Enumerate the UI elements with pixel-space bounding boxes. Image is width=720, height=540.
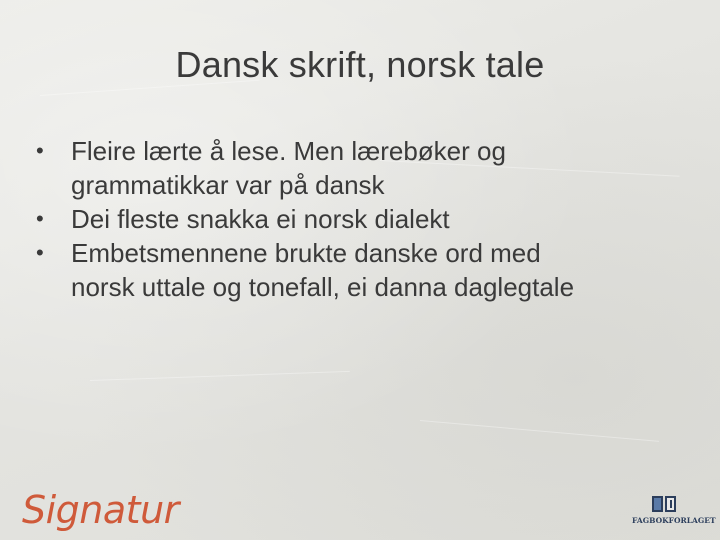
bullet-line: Embetsmennene brukte danske ord med [71, 238, 541, 268]
bullet-line: Dei fleste snakka ei norsk dialekt [71, 204, 450, 234]
background-texture [90, 371, 350, 381]
bullet-item [36, 134, 676, 202]
background-texture [420, 420, 659, 442]
fagbokforlaget-logo [632, 494, 716, 532]
signatur-logo: Signatur [22, 488, 179, 532]
bullet-dot: • [36, 206, 44, 231]
bullet-dot: • [36, 240, 44, 265]
publisher-name: FAGBOKFORLAGET [632, 516, 716, 525]
bullet-item [36, 236, 676, 304]
bullet-list [36, 134, 676, 304]
bullet-dot: • [36, 138, 44, 163]
slide-title: Dansk skrift, norsk tale [175, 44, 545, 85]
bullet-line: Fleire lærte å lese. Men lærebøker og [71, 136, 506, 166]
bullet-item [36, 202, 676, 236]
book-icon [632, 494, 696, 516]
bullet-line: grammatikkar var på dansk [71, 170, 385, 200]
bullet-line: norsk uttale og tonefall, ei danna daglegtale [71, 272, 575, 302]
